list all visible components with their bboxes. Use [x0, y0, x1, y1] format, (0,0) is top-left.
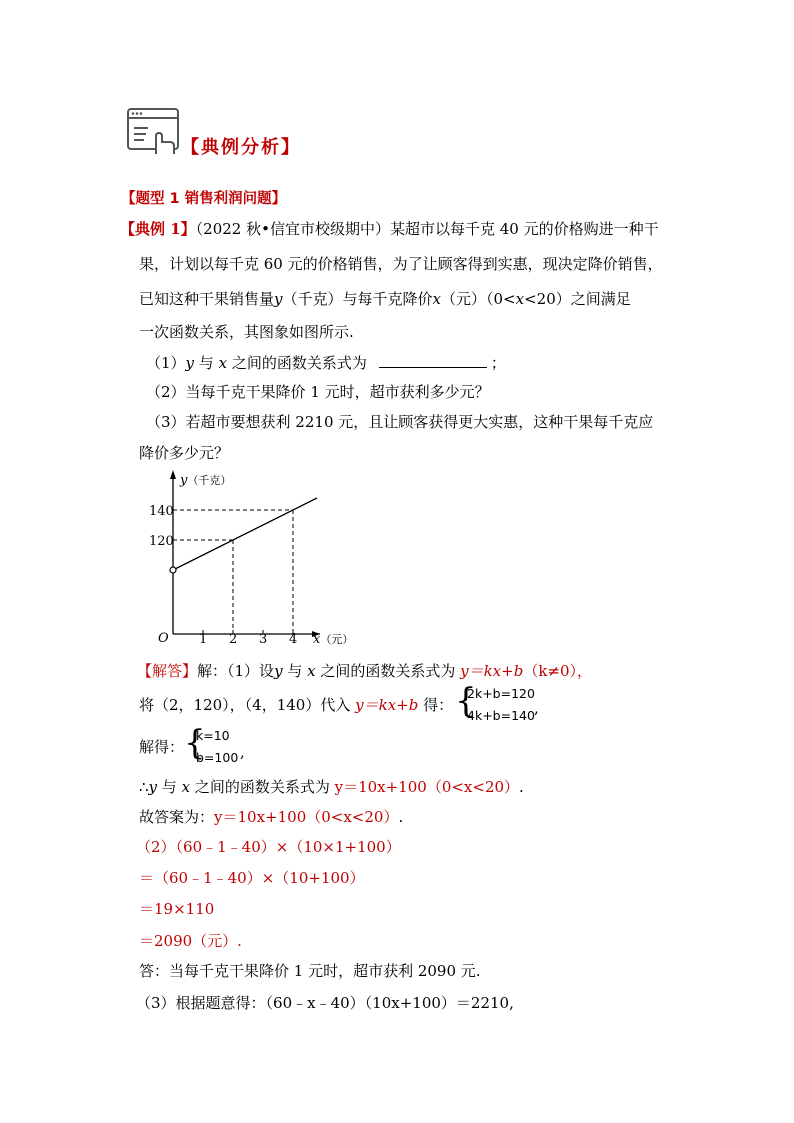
x-tick-label-3: 3	[259, 632, 268, 647]
answer-line-1: 【解答】解：（1）设y 与 x 之间的函数关系式为 y＝kx+b（k≠0），	[137, 662, 593, 680]
section-title: 【典例分析】	[181, 137, 301, 158]
system-2-eq-1: k=10	[196, 728, 230, 743]
example-source: （2022 秋•信宜市校级期中）某超市以每千克 40 元的价格购进一种干	[195, 220, 659, 238]
answer-line-9: ＝2090（元）.	[139, 932, 242, 950]
answer-tag: 【解答】	[137, 662, 198, 680]
answer-blank[interactable]	[379, 353, 487, 368]
system-2-comma: ,	[240, 743, 245, 761]
question-3-line-2: 降价多少元？	[139, 444, 230, 462]
function-line	[173, 498, 317, 570]
answer-line-11: （3）根据题意得：（60﹣x﹣40）（10x+100）＝2210,	[136, 994, 514, 1012]
answer-line-10: 答：当每千克干果降价 1 元时，超市获利 2090 元.	[139, 962, 481, 980]
y-tick-label-120: 120	[149, 534, 174, 549]
answer-line-2: 将（2，120），（4，140）代入 y＝kx+b 得：	[139, 696, 454, 714]
example-line-2: 果，计划以每千克 60 元的价格销售，为了让顾客得到实惠，现决定降价销售，	[139, 255, 663, 273]
open-point	[170, 567, 176, 573]
origin-label: O	[158, 631, 169, 646]
y-axis-arrow	[170, 470, 176, 479]
system-2-eq-2: b=100	[196, 750, 239, 765]
x-tick-label-1: 1	[199, 632, 208, 647]
answer-line-5: 故答案为：y＝10x+100（0<x<20）.	[139, 808, 404, 826]
example-line-1	[120, 218, 659, 239]
y-axis-label: y（千克）	[180, 473, 232, 488]
system-1-comma: ,	[534, 699, 539, 717]
example-tag: 【典例 1】	[120, 220, 196, 238]
x-axis-label: x（元）	[313, 632, 354, 647]
answer-line-7: ＝（60﹣1﹣40）×（10+100）	[139, 869, 365, 887]
question-1: （1）y 与 x 之间的函数关系式为 ；	[146, 354, 506, 372]
pointer-hand-icon	[126, 106, 182, 156]
y-tick-label-140: 140	[149, 504, 174, 519]
system-1-eq-2: 4k+b=140	[467, 708, 535, 723]
answer-line-6: （2）（60﹣1﹣40）×（10×1+100）	[136, 838, 401, 856]
question-2: （2）当每千克干果降价 1 元时，超市获利多少元？	[146, 383, 490, 401]
system-brace-2: {	[184, 723, 206, 763]
answer-line-3: 解得：	[139, 738, 185, 756]
x-tick-label-4: 4	[289, 632, 298, 647]
function-graph	[130, 462, 370, 654]
question-type-title: 【题型 1 销售利润问题】	[121, 191, 287, 207]
answer-line-4: ∴y 与 x 之间的函数关系式为 y＝10x+100（0<x<20）.	[139, 778, 524, 796]
question-3-line-1: （3）若超市要想获利 2210 元，且让顾客获得更大实惠，这种干果每千克应	[146, 413, 654, 431]
system-brace-1: {	[455, 681, 477, 721]
example-line-3: 已知这种干果销售量y（千克）与每千克降价x（元）（0<x<20）之间满足	[139, 290, 631, 308]
answer-line-8: ＝19×110	[139, 900, 215, 918]
example-line-4: 一次函数关系，其图象如图所示.	[139, 323, 354, 341]
x-tick-label-2: 2	[229, 632, 238, 647]
system-1-eq-1: 2k+b=120	[467, 686, 535, 701]
